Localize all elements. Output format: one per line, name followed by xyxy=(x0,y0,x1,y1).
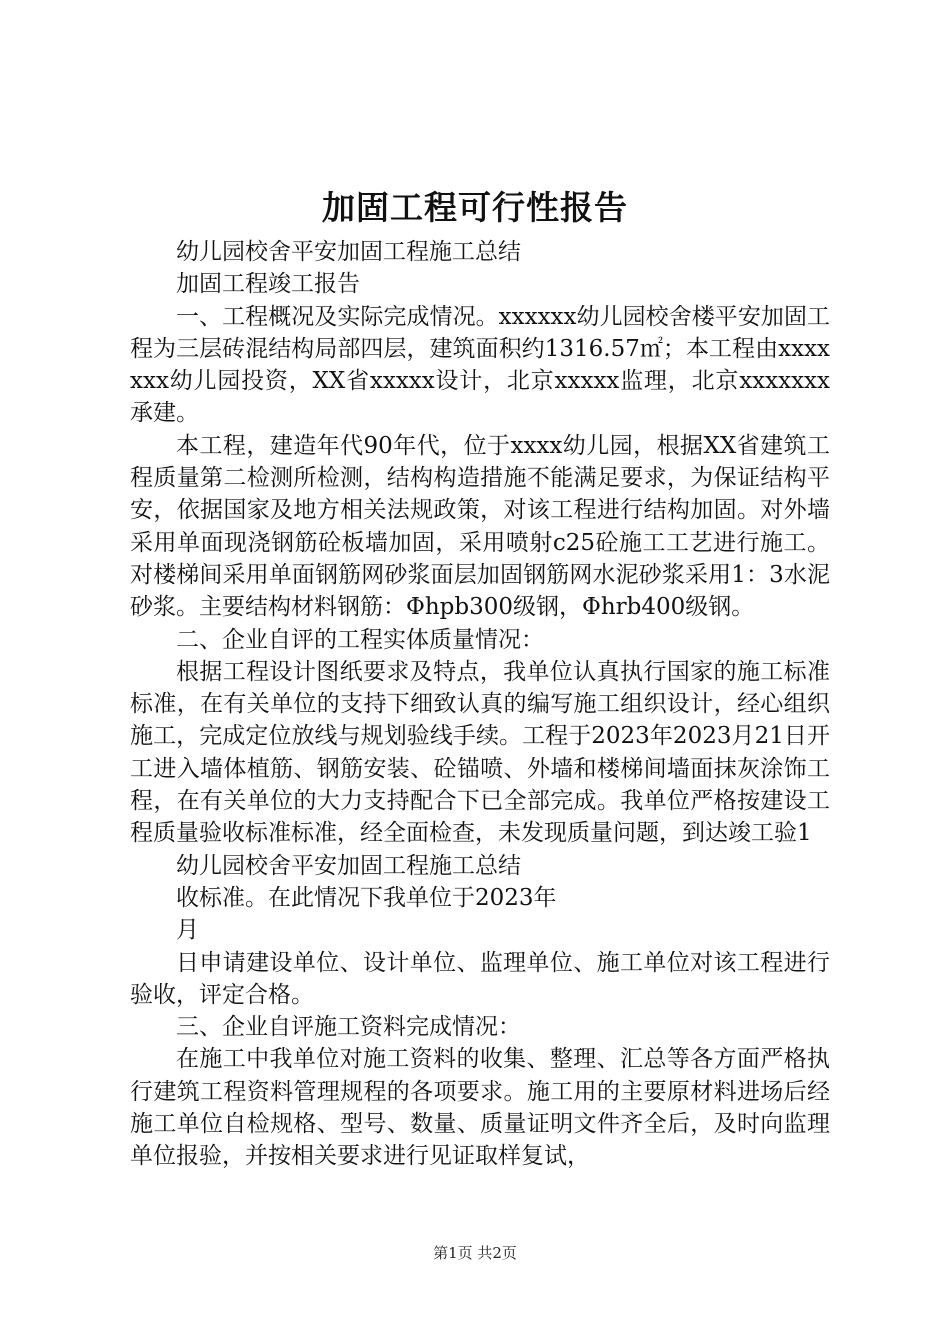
paragraph-10: 日申请建设单位、设计单位、监理单位、施工单位对该工程进行验收，评定合格。 xyxy=(130,949,830,1008)
paragraph-7: 幼儿园校舍平安加固工程施工总结 xyxy=(176,852,521,879)
paragraph-1: 幼儿园校舍平安加固工程施工总结 xyxy=(176,239,521,265)
paragraph-3: 一、工程概况及实际完成情况。xxxxxx幼儿园校舍楼平安加固工程为三层砖混结构局部四层，建筑面积约1316.57㎡；本工程由xxxxxxx幼儿园投资，XX省xxxxx设计，北京xxxxx监理，北京xxxxxxx承建。 xyxy=(130,303,830,427)
page-footer: 第1页 共2页 xyxy=(433,1244,517,1262)
paragraph-5: 二、企业自评的工程实体质量情况： xyxy=(176,626,544,653)
document-body xyxy=(130,236,830,1173)
paragraph-11: 三、企业自评施工资料完成情况： xyxy=(176,1014,521,1041)
paragraph-9: 月 xyxy=(176,917,199,944)
paragraph-12: 在施工中我单位对施工资料的收集、整理、汇总等各方面严格执行建筑工程资料管理规程的各项要求。施工用的主要原材料进场后经施工单位自检规格、型号、数量、质量证明文件齐全后，及时向监理单位报验，并按相关要求进行见证取样复试， xyxy=(130,1046,830,1170)
paragraph-2: 加固工程竣工报告 xyxy=(176,271,360,298)
paragraph-4: 本工程，建造年代90年代，位于xxxx幼儿园，根据XX省建筑工程质量第二检测所检测，结构构造措施不能满足要求，为保证结构平安，依据国家及地方相关法规政策，对该工程进行结构加固。对外墙采用单面现浇钢筋砼板墙加固，采用喷射c25砼施工工艺进行施工。对楼梯间采用单面钢筋网砂浆面层加固钢筋网水泥砂浆采用1：3水泥砂浆。主要结构材料钢筋：Φhpb300级钢，Φhrb400级钢。 xyxy=(130,432,830,621)
paragraph-8: 收标准。在此情况下我单位于2023年 xyxy=(176,884,557,911)
document-title: 加固工程可行性报告 xyxy=(322,188,628,227)
paragraph-6: 根据工程设计图纸要求及特点，我单位认真执行国家的施工标准标准，在有关单位的支持下细致认真的编写施工组织设计，经心组织施工，完成定位放线与规划验线手续。工程于2023年2023月21日开工进入墙体植筋、钢筋安装、砼锚喷、外墙和楼梯间墙面抹灰涂饰工程，在有关单位的大力支持配合下已全部完成。我单位严格按建设工程质量验收标准标准，经全面检查，未发现质量问题，到达竣工验1 xyxy=(130,658,830,847)
